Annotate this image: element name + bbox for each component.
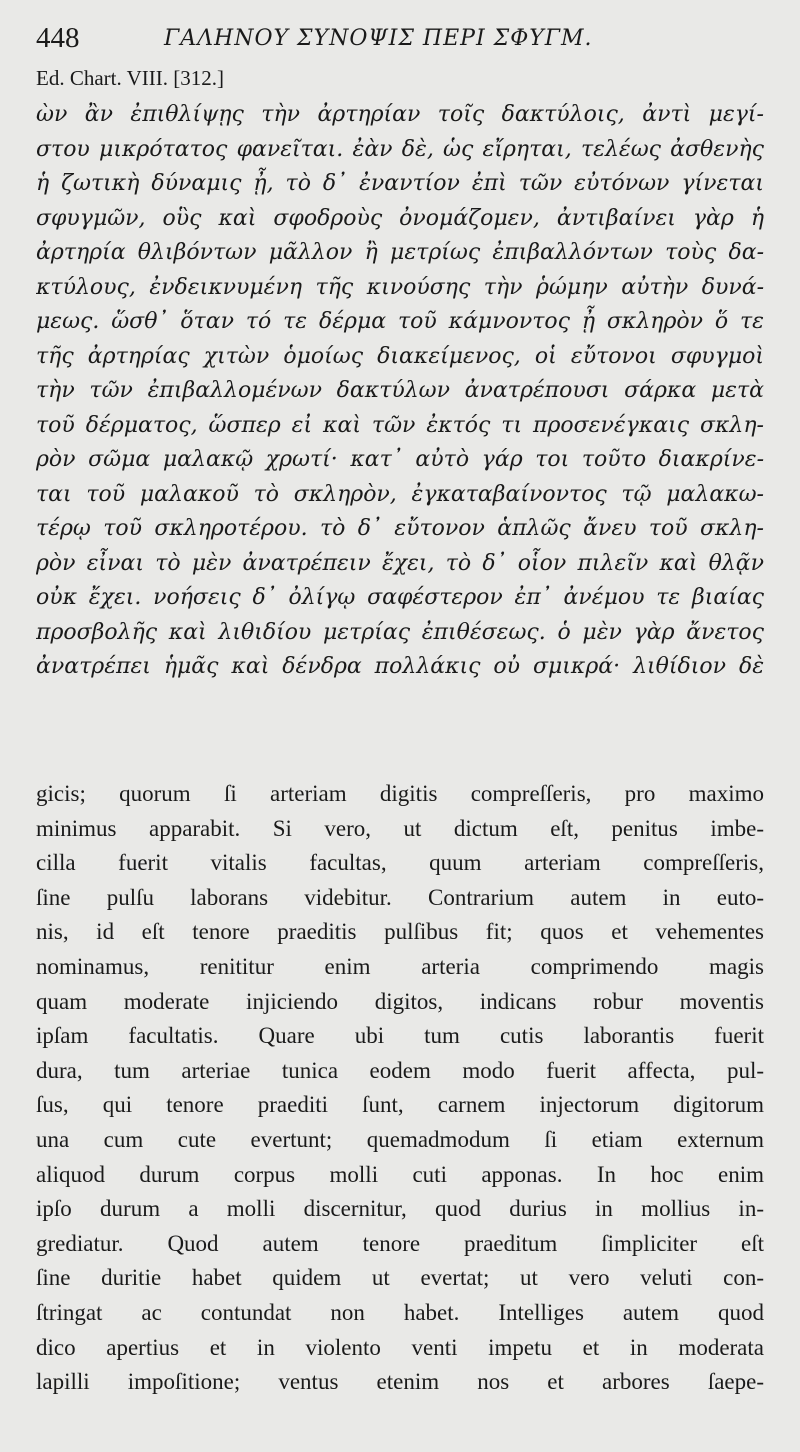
greek-line: ὼν ἂν ἐπιθλίψῃς τὴν ἀρτηρίαν τοῖς δακτύλοις, ἀντὶ μεγί- — [36, 102, 764, 127]
greek-line: τέρῳ τοῦ σκληροτέρου. τὸ δ᾽ εὔτονον ἁπλῶς ἄνευ τοῦ σκλη- — [36, 516, 764, 541]
latin-line: nominamus, renititur enim arteria comprimendo magis — [36, 953, 764, 979]
latin-line: ipſo durum a molli discernitur, quod durius in mollius in- — [36, 1196, 764, 1222]
greek-line: ται τοῦ μαλακοῦ τὸ σκληρὸν, ἐγκαταβαίνοντος τῷ μαλακω- — [36, 481, 764, 507]
latin-line: nis, id eſt tenore praeditis pulſibus fit; quos et vehementes — [36, 919, 764, 945]
page-header — [36, 20, 776, 56]
latin-line: ſus, qui tenore praediti ſunt, carnem injectorum digitorum — [36, 1092, 764, 1118]
greek-line: ἡ ζωτικὴ δύναμις ᾖ, τὸ δ᾽ ἐναντίον ἐπὶ τῶν εὐτόνων γίνεται — [36, 171, 764, 196]
edition-reference: Ed. Chart. VIII. [312.] — [36, 66, 224, 90]
latin-line: aliquod durum corpus molli cuti apponas. In hoc enim — [36, 1161, 764, 1187]
greek-line: τῆς ἀρτηρίας χιτὼν ὁμοίως διακείμενος, οἱ εὔτονοι σφυγμοὶ — [36, 343, 764, 369]
latin-line: minimus apparabit. Si vero, ut dictum eſt, penitus imbe- — [36, 815, 764, 841]
latin-line: grediatur. Quod autem tenore praeditum ſimpliciter eſt — [36, 1230, 764, 1256]
greek-line: ρὸν σῶμα μαλακῷ χρωτί· κατ᾽ αὐτὸ γάρ τοι τοῦτο διακρίνε- — [36, 447, 764, 472]
greek-line: προσβολῆς καὶ λιθιδίου μετρίας ἐπιθέσεως. ὁ μὲν γὰρ ἄνετος — [36, 619, 764, 645]
greek-text-block — [36, 98, 764, 685]
greek-line: στου μικρότατος φανεῖται. ἐὰν δὲ, ὡς εἴρηται, τελέως ἀσθενὴς — [36, 136, 764, 162]
latin-text-block — [36, 777, 764, 1400]
latin-line: ſtringat ac contundat non habet. Intelliges autem quod — [36, 1299, 764, 1325]
greek-line: τοῦ δέρματος, ὥσπερ εἰ καὶ τῶν ἐκτός τι προσενέγκαις σκλη- — [36, 412, 764, 438]
greek-line: σφυγμῶν, οὓς καὶ σφοδροὺς ὀνομάζομεν, ἀντιβαίνει γὰρ ἡ — [36, 205, 764, 231]
latin-line: dico apertius et in violento venti impetu et in moderata — [36, 1334, 764, 1360]
latin-line: ſine duritie habet quidem ut evertat; ut vero veluti con- — [36, 1265, 764, 1291]
latin-line: lapilli impoſitione; ventus etenim nos et arbores ſaepe- — [36, 1369, 764, 1395]
latin-line: gicis; quorum ſi arteriam digitis compreſſeris, pro maximo — [36, 781, 764, 806]
greek-line: τὴν τῶν ἐπιβαλλομένων δακτύλων ἀνατρέπουσι σάρκα μετὰ — [36, 378, 764, 403]
greek-line: μεως. ὥσθ᾽ ὅταν τό τε δέρμα τοῦ κάμνοντος ᾖ σκληρὸν ὅ τε — [36, 309, 764, 334]
greek-line: ἀρτηρία θλιβόντων μᾶλλον ἢ μετρίως ἐπιβαλλόντων τοὺς δα- — [36, 240, 764, 265]
running-title: ΓΑΛΗΝΟΥ ΣΥΝΟΨΙΣ ΠΕΡΙ ΣΦΥΓΜ. — [164, 26, 593, 51]
latin-line: quam moderate injiciendo digitos, indicans robur moventis — [36, 988, 764, 1014]
latin-line: dura, tum arteriae tunica eodem modo fuerit affecta, pul- — [36, 1057, 764, 1083]
greek-line: ἀνατρέπει ἡμᾶς καὶ δένδρα πολλάκις οὐ σμικρά· λιθίδιον δὲ — [36, 654, 764, 679]
latin-line: cilla fuerit vitalis facultas, quum arteriam compreſſeris, — [36, 850, 764, 876]
page-number: 448 — [36, 22, 80, 54]
latin-line: ſine pulſu laborans videbitur. Contrarium autem in euto- — [36, 884, 764, 910]
latin-line: una cum cute evertunt; quemadmodum ſi etiam externum — [36, 1126, 764, 1152]
greek-line: ρὸν εἶναι τὸ μὲν ἀνατρέπειν ἔχει, τὸ δ᾽ οἷον πιλεῖν καὶ θλᾷν — [36, 550, 764, 576]
latin-line: ipſam facultatis. Quare ubi tum cutis laborantis fuerit — [36, 1023, 764, 1049]
greek-line: κτύλους, ἐνδεικνυμένη τῆς κινούσης τὴν ῥώμην αὐτὴν δυνά- — [36, 274, 764, 300]
greek-line: οὐκ ἔχει. νοήσεις δ᾽ ὀλίγῳ σαφέστερον ἐπ᾽ ἀνέμου τε βιαίας — [36, 585, 764, 610]
